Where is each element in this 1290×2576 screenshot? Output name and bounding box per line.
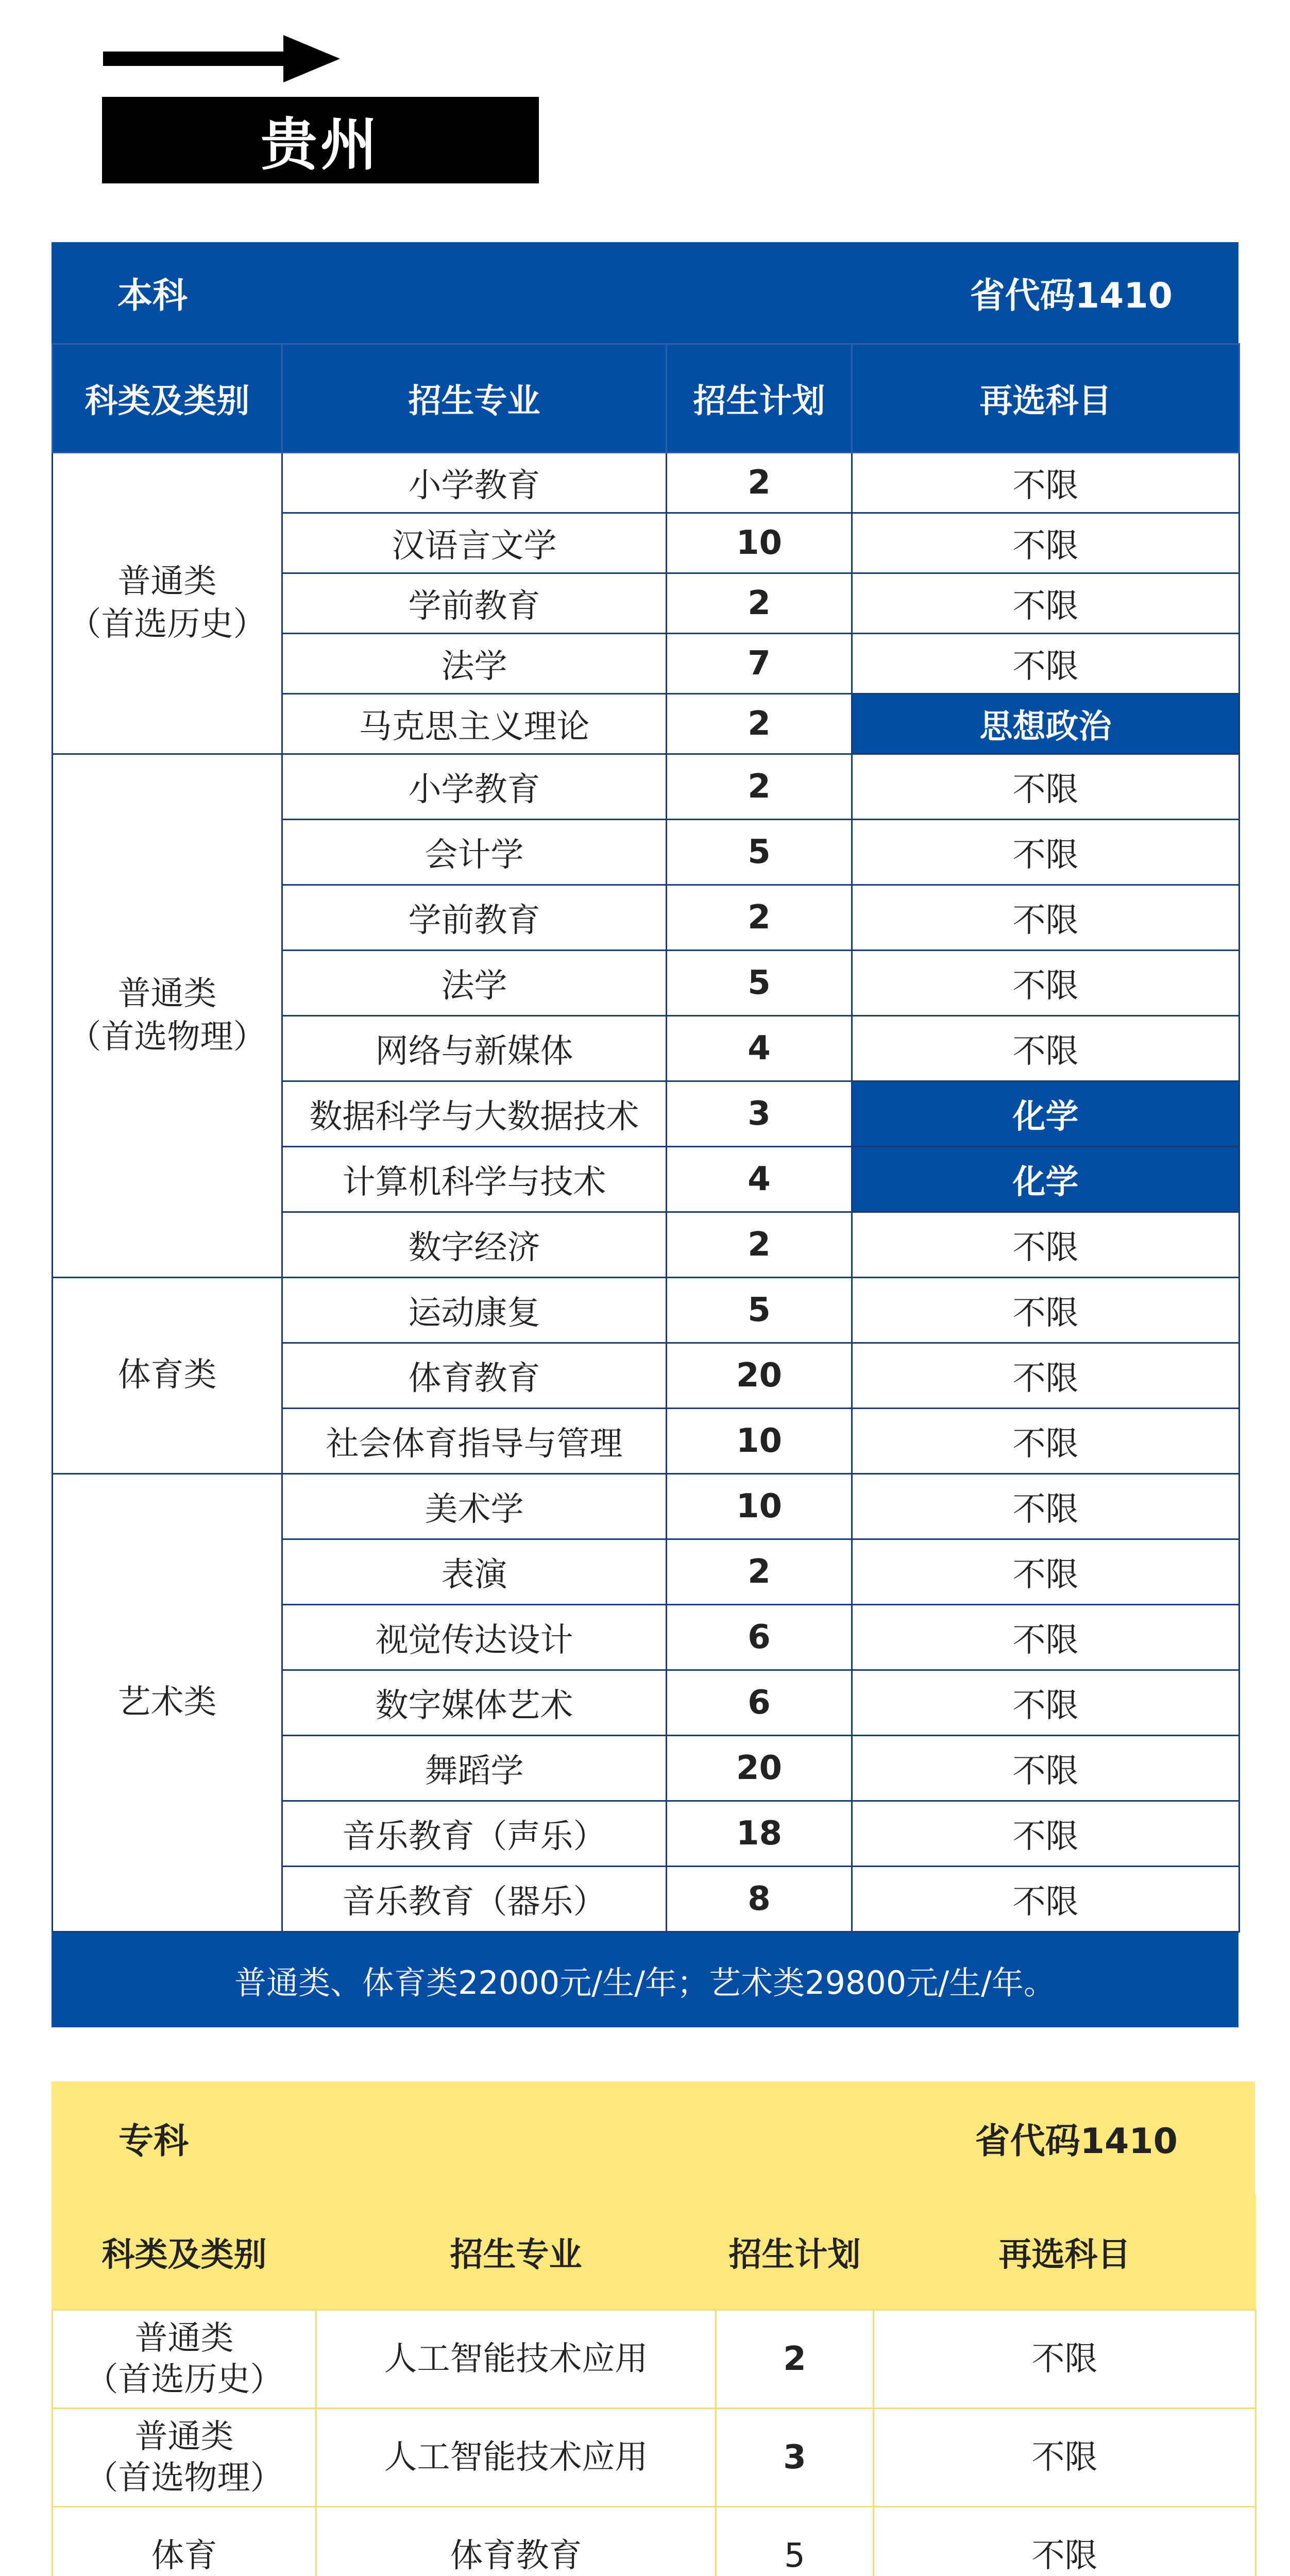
major-cell: 网络与新媒体 [282,1016,667,1081]
major-cell: 会计学 [282,820,667,885]
subject-cell: 不限 [852,1736,1240,1801]
plan-cell: 20 [667,1343,852,1409]
vocational-section [52,2081,1255,2576]
subject-cell: 不限 [852,1343,1240,1409]
subject-cell: 不限 [852,453,1240,513]
major-cell: 数字经济 [282,1212,667,1278]
table-row [53,1474,1240,1539]
col-header-major: 招生专业 [282,344,667,453]
major-cell: 运动康复 [282,1278,667,1343]
plan-cell: 7 [667,634,852,694]
major-cell: 社会体育指导与管理 [282,1409,667,1474]
major-cell: 学前教育 [282,885,667,951]
major-cell: 汉语言文学 [282,513,667,573]
undergraduate-table [52,343,1240,1933]
plan-cell: 8 [667,1867,852,1932]
major-cell: 表演 [282,1539,667,1605]
subject-cell: 不限 [852,1605,1240,1670]
vocational-title: 专科 [118,2121,189,2162]
subject-cell: 不限 [852,573,1240,634]
plan-cell: 10 [667,513,852,573]
col-header-plan: 招生计划 [716,2195,874,2310]
plan-cell: 3 [716,2409,874,2507]
vocational-table [52,2195,1257,2576]
subject-cell: 不限 [852,1539,1240,1605]
plan-cell: 2 [667,1212,852,1278]
subject-cell: 不限 [852,951,1240,1016]
subject-cell: 不限 [852,1867,1240,1932]
plan-cell: 18 [667,1801,852,1867]
major-cell: 学前教育 [282,573,667,634]
subject-cell: 不限 [852,820,1240,885]
undergraduate-section [52,242,1238,2027]
major-cell: 人工智能技术应用 [316,2310,716,2409]
plan-cell: 20 [667,1736,852,1801]
category-cell: 普通类 （首选历史） [53,453,282,754]
category-cell: 体育 [53,2507,316,2576]
subject-cell: 不限 [852,1016,1240,1081]
major-cell: 美术学 [282,1474,667,1539]
category-cell: 普通类 （首选历史） [53,2310,316,2409]
subject-cell: 不限 [852,885,1240,951]
plan-cell: 3 [667,1081,852,1147]
vocational-banner [52,2081,1255,2195]
major-cell: 数字媒体艺术 [282,1670,667,1736]
plan-cell: 2 [667,694,852,754]
category-cell: 普通类 （首选物理） [53,754,282,1278]
major-cell: 小学教育 [282,453,667,513]
subject-cell: 不限 [852,634,1240,694]
major-cell: 小学教育 [282,754,667,820]
major-cell: 数据科学与大数据技术 [282,1081,667,1147]
subject-cell: 不限 [852,1474,1240,1539]
vocational-header-row [53,2195,1256,2310]
undergraduate-tuition-note: 普通类、体育类22000元/生/年；艺术类29800元/生/年。 [52,1933,1238,2027]
subject-cell: 不限 [852,754,1240,820]
table-row [53,2507,1256,2576]
major-cell: 舞蹈学 [282,1736,667,1801]
col-header-plan: 招生计划 [667,344,852,453]
plan-cell: 2 [667,573,852,634]
col-header-subject: 再选科目 [852,344,1240,453]
arrow-right-icon [103,31,340,88]
major-cell: 法学 [282,634,667,694]
subject-cell: 不限 [874,2310,1256,2409]
category-cell: 艺术类 [53,1474,282,1932]
table-row [53,453,1240,513]
subject-cell: 化学 [852,1147,1240,1212]
undergraduate-title: 本科 [117,275,188,316]
undergraduate-header-row [53,344,1240,453]
vocational-province-code: 省代码1410 [975,2121,1178,2162]
plan-cell: 5 [716,2507,874,2576]
table-row [53,2409,1256,2507]
plan-cell: 4 [667,1147,852,1212]
category-cell: 体育类 [53,1278,282,1474]
subject-cell: 不限 [874,2409,1256,2507]
plan-cell: 4 [667,1016,852,1081]
undergraduate-banner [52,242,1238,343]
table-row [53,1278,1240,1343]
plan-cell: 6 [667,1605,852,1670]
category-cell: 普通类 （首选物理） [53,2409,316,2507]
vocational-table-body [53,2310,1256,2576]
undergraduate-province-code: 省代码1410 [970,275,1173,316]
major-cell: 体育教育 [282,1343,667,1409]
col-header-subject: 再选科目 [874,2195,1256,2310]
subject-cell: 化学 [852,1081,1240,1147]
major-cell: 马克思主义理论 [282,694,667,754]
col-header-category: 科类及类别 [53,344,282,453]
major-cell: 视觉传达设计 [282,1605,667,1670]
plan-cell: 10 [667,1474,852,1539]
major-cell: 计算机科学与技术 [282,1147,667,1212]
subject-cell: 不限 [852,1212,1240,1278]
table-row [53,754,1240,820]
plan-cell: 2 [716,2310,874,2409]
subject-cell: 思想政治 [852,694,1240,754]
subject-cell: 不限 [852,1670,1240,1736]
subject-cell: 不限 [874,2507,1256,2576]
plan-cell: 2 [667,754,852,820]
table-row [53,2310,1256,2409]
plan-cell: 6 [667,1670,852,1736]
plan-cell: 5 [667,1278,852,1343]
subject-cell: 不限 [852,1409,1240,1474]
col-header-category: 科类及类别 [53,2195,316,2310]
subject-cell: 不限 [852,1278,1240,1343]
col-header-major: 招生专业 [316,2195,716,2310]
major-cell: 音乐教育（声乐） [282,1801,667,1867]
plan-cell: 2 [667,885,852,951]
subject-cell: 不限 [852,1801,1240,1867]
major-cell: 人工智能技术应用 [316,2409,716,2507]
province-tag: 贵州 [102,97,539,183]
undergraduate-table-body [53,453,1240,1932]
major-cell: 音乐教育（器乐） [282,1867,667,1932]
plan-cell: 2 [667,1539,852,1605]
plan-cell: 2 [667,453,852,513]
plan-cell: 5 [667,820,852,885]
major-cell: 体育教育 [316,2507,716,2576]
plan-cell: 10 [667,1409,852,1474]
plan-cell: 5 [667,951,852,1016]
subject-cell: 不限 [852,513,1240,573]
major-cell: 法学 [282,951,667,1016]
